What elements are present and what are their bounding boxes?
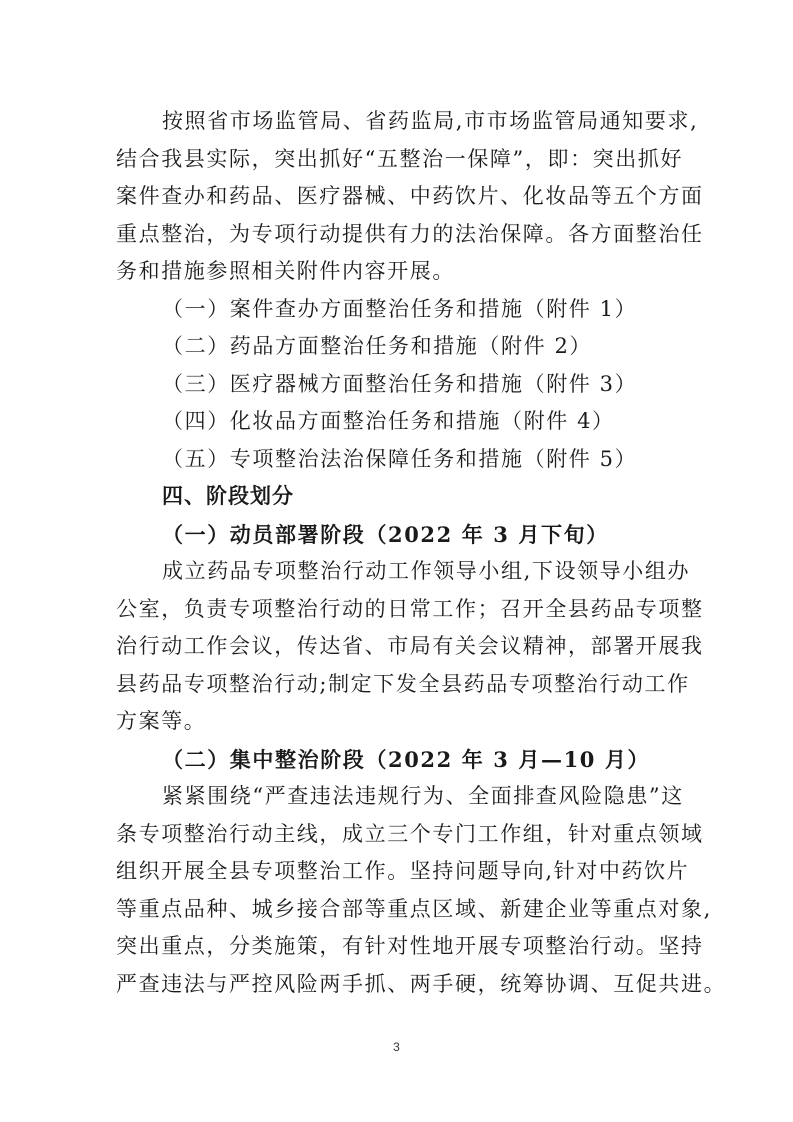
page-number: 3 [393, 1040, 400, 1054]
attachment-list [116, 291, 676, 479]
stage1-paragraph [116, 553, 704, 741]
list-item: （四）化妆品方面整治任务和措施（附件 4） [162, 409, 615, 433]
list-item: （一）案件查办方面整治任务和措施（附件 1） [162, 296, 638, 321]
document-body [116, 103, 727, 1003]
list-item: （三）医疗器械方面整治任务和措施（附件 3） [162, 371, 638, 396]
stage1-heading: （一）动员部署阶段（2022 年 3 月下旬） [162, 521, 609, 547]
paragraph-line: 治行动工作会议，传达省、市局有关会议精神，部署开展我 [116, 634, 704, 658]
paragraph-line: 按照省市场监管局、省药监局,市市场监管局通知要求, [162, 109, 699, 133]
paragraph-line: 突出重点，分类施策，有针对性地开展专项整治行动。坚持 [116, 934, 704, 958]
list-item: （五）专项整治法治保障任务和措施（附件 5） [162, 446, 638, 471]
paragraph-line: 条专项整治行动主线，成立三个专门工作组，针对重点领域 [116, 821, 704, 846]
paragraph-line: 务和措施参照相关附件内容开展。 [116, 259, 455, 283]
paragraph-line: 重点整治，为专项行动提供有力的法治保障。各方面整治任 [116, 221, 704, 246]
stage2-paragraph [116, 778, 727, 1003]
paragraph-line: 结合我县实际，突出抓好“五整治一保障”，即：突出抓好 [116, 146, 684, 171]
list-item: （二）药品方面整治任务和措施（附件 2） [162, 334, 593, 358]
paragraph-line: 公室，负责专项整治行动的日常工作；召开全县药品专项整 [116, 596, 704, 621]
paragraph-line: 成立药品专项整治行动工作领导小组,下设领导小组办 [162, 559, 691, 583]
paragraph-line: 紧紧围绕“严查违法违规行为、全面排查风险隐患”这 [162, 784, 684, 808]
paragraph-line: 案件查办和药品、医疗器械、中药饮片、化妆品等五个方面 [116, 184, 704, 208]
stage2-heading: （二）集中整治阶段（2022 年 3 月—10 月） [162, 746, 651, 772]
paragraph-line: 县药品专项整治行动;制定下发全县药品专项整治行动工作 [116, 671, 690, 696]
paragraph-line: 严查违法与严控风险两手抓、两手硬，统筹协调、互促共进。 [116, 971, 727, 996]
section-heading: 四、阶段划分 [162, 484, 294, 508]
intro-paragraph [116, 103, 704, 291]
paragraph-line: 等重点品种、城乡接合部等重点区域、新建企业等重点对象, [116, 896, 712, 921]
paragraph-line: 组织开展全县专项整治工作。坚持问题导向,针对中药饮片 [116, 859, 690, 883]
paragraph-line: 方案等。 [116, 709, 207, 733]
